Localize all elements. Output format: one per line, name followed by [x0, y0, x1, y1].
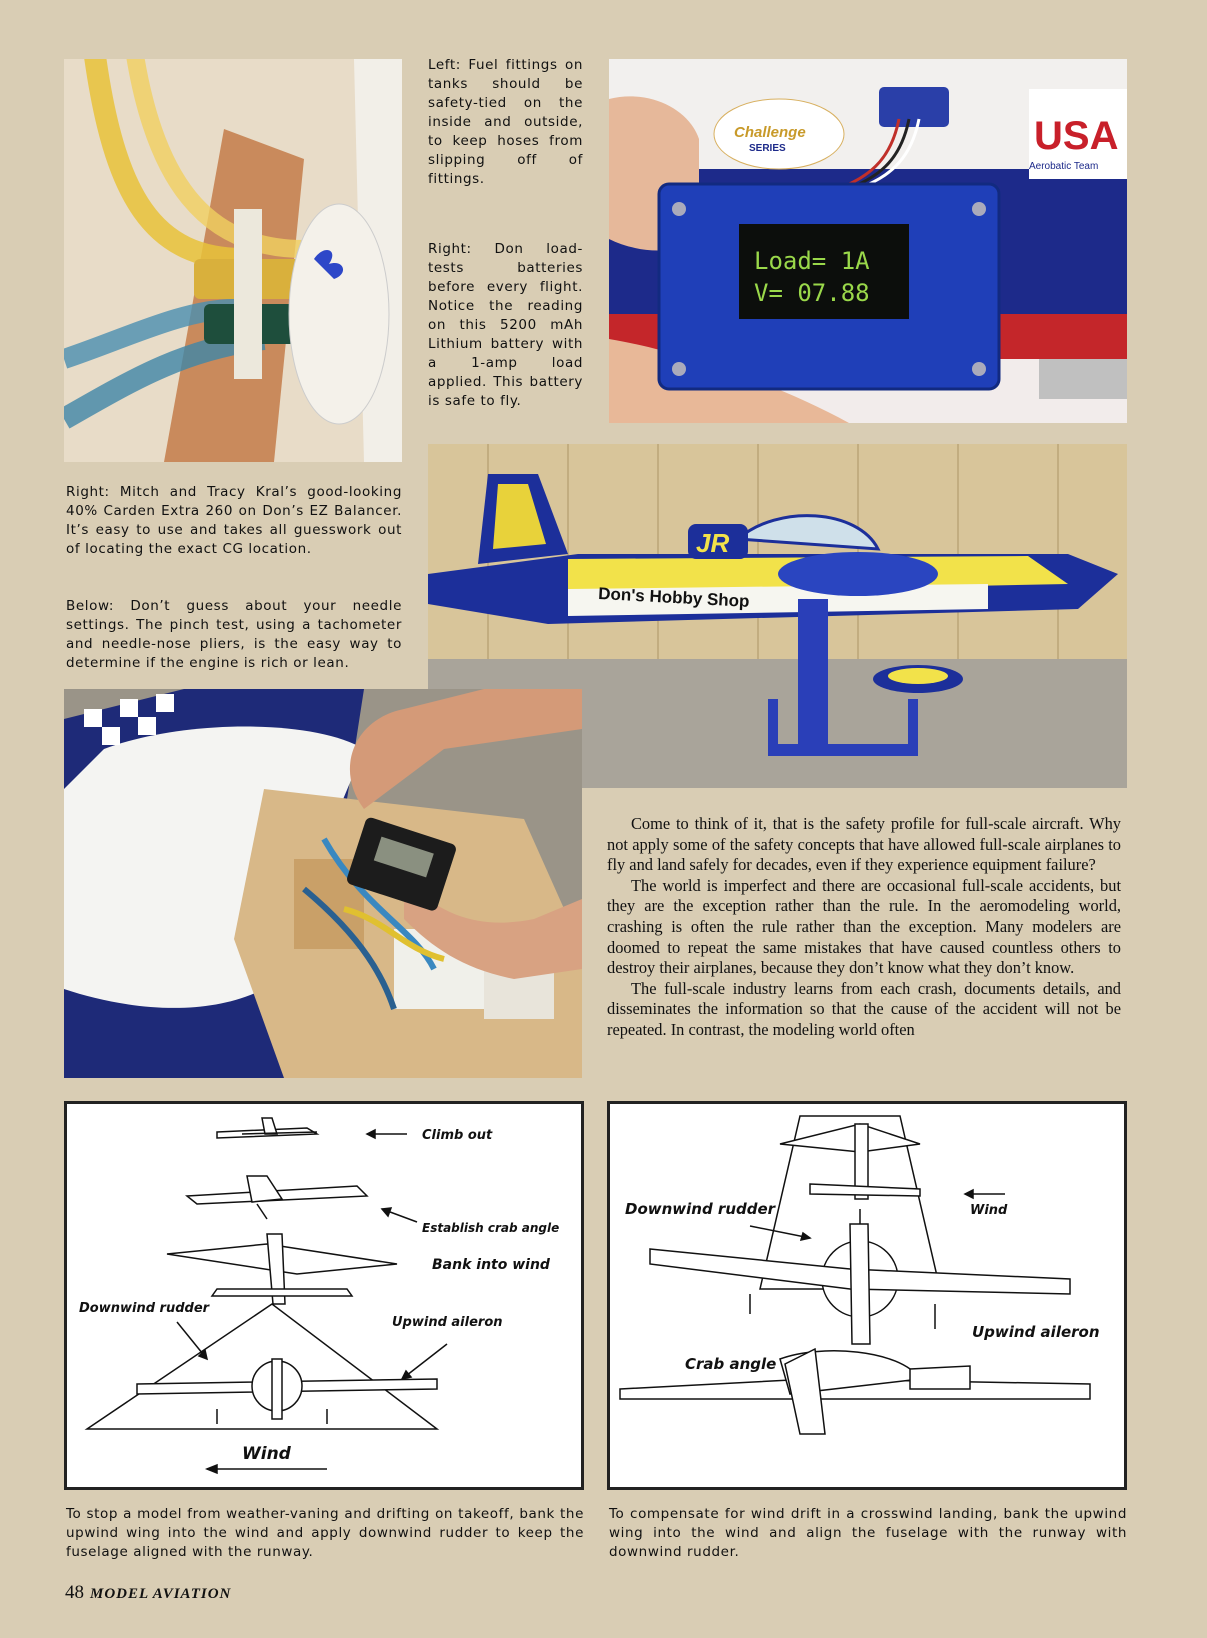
- takeoff-label-bank: Bank into wind: [432, 1257, 550, 1273]
- landing-label-rudder: Downwind rudder: [625, 1200, 776, 1218]
- takeoff-label-aileron: Upwind aileron: [392, 1315, 503, 1330]
- landing-label-aileron: Upwind aileron: [972, 1323, 1100, 1341]
- landing-caption: To compensate for wind drift in a crosswind landing, bank the upwind wing into the wind and align the fuselage with the runway with downwind rudder.: [609, 1506, 1127, 1560]
- challenge-logo: Challenge: [734, 124, 806, 141]
- landing-label-crab: Crab angle: [685, 1355, 777, 1373]
- takeoff-caption: To stop a model from weather-vaning and drifting on takeoff, bank the upwind wing into the wind and apply downwind rudder to keep the fuselage aligned with the runway.: [66, 1506, 584, 1560]
- pinch-test-caption: Below: Don’t guess about your needle settings. The pinch test, using a tachometer and needle-nose pliers, is the easy way to determine if the engine is rich or lean.: [66, 598, 402, 671]
- page-footer: [65, 1582, 231, 1604]
- meter-line-2: V= 07.88: [754, 279, 870, 307]
- takeoff-label-wind: Wind: [242, 1444, 291, 1464]
- challenge-subtitle: SERIES: [749, 143, 786, 154]
- body-paragraph: The full-scale industry learns from each crash, documents details, and disseminates the information so that the cause of the accident will not be repeated. In contrast, the modeling world often: [607, 978, 1121, 1039]
- battery-meter-photo: [609, 59, 1127, 423]
- page-number: 48: [65, 1582, 84, 1603]
- magazine-name: MODEL AVIATION: [90, 1586, 232, 1602]
- body-paragraph: The world is imperfect and there are occasional full-scale accidents, but they are the exception rather than the rule. In the aeromodeling world, crashing is often the rule rather than the exception. Many modelers are doomed to repeat the same mistakes that have caused countless others to destroy their airplanes, because they don’t know what they don’t know.: [607, 875, 1121, 978]
- article-body: [607, 814, 1121, 1041]
- plane-text: Don's Hobby Shop: [597, 584, 750, 611]
- fuel-fittings-photo: [64, 59, 402, 462]
- landing-diagram: [607, 1101, 1127, 1490]
- takeoff-diagram: [64, 1101, 584, 1490]
- battery-test-caption: Right: Don load-tests batteries before every flight. Notice the reading on this 5200 mAh Lithium battery with a 1-amp load applied. This battery is safe to fly.: [428, 241, 583, 409]
- balancer-caption: Right: Mitch and Tracy Kral’s good-looking 40% Carden Extra 260 on Don’s EZ Balancer. It’s easy to use and takes all guesswork out of locating the exact CG location.: [66, 484, 402, 557]
- plane-logo: JR: [696, 528, 730, 558]
- banner-subtitle: Aerobatic Team: [1029, 161, 1099, 172]
- takeoff-label-climb-out: Climb out: [422, 1128, 493, 1143]
- body-paragraph: Come to think of it, that is the safety profile for full-scale aircraft. Why not apply some of the safety concepts that have allowed full-scale airplanes to fly and land safely for decades, even if they experience equipment failure?: [607, 814, 1121, 875]
- landing-label-wind: Wind: [970, 1203, 1008, 1218]
- takeoff-label-crab: Establish crab angle: [422, 1221, 560, 1235]
- pinch-test-photo: [64, 689, 582, 1078]
- takeoff-label-rudder: Downwind rudder: [79, 1301, 210, 1316]
- meter-line-1: Load= 1A: [754, 247, 870, 275]
- fuel-fittings-caption: Left: Fuel fittings on tanks should be safety-tied on the inside and outside, to keep hoses from slipping off of fittings.: [428, 57, 583, 187]
- banner-logo: USA: [1034, 114, 1119, 158]
